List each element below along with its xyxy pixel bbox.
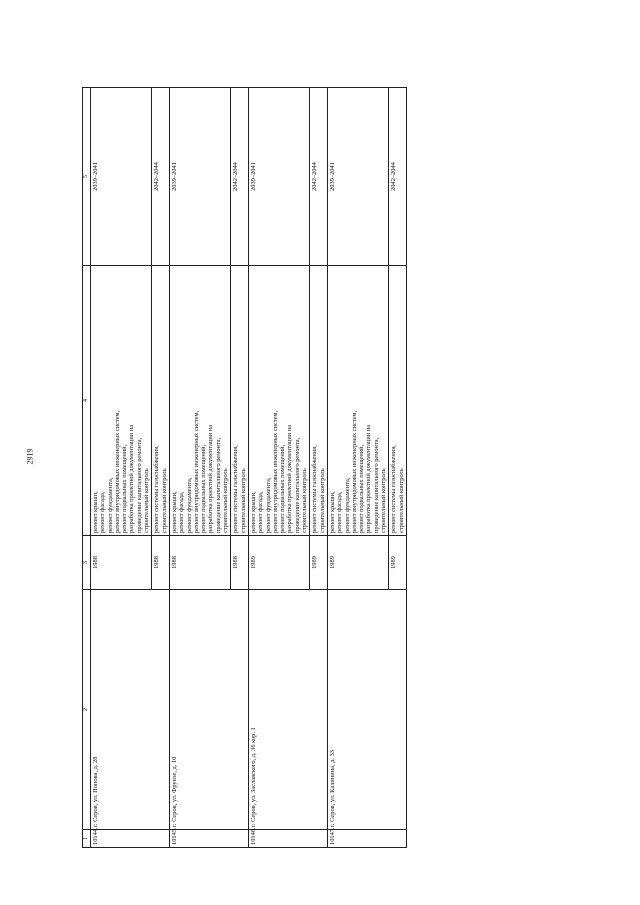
work-item: разработка проектной документации на xyxy=(365,424,373,533)
year-cell: 1989 xyxy=(389,536,407,590)
period-cell: 2042–2044 xyxy=(152,88,170,266)
works-cell xyxy=(389,266,407,536)
table-row xyxy=(91,88,152,848)
header-col-1: 1 xyxy=(83,830,91,848)
work-item: ремонт системы газоснабжения, xyxy=(153,445,161,533)
work-item: строительный контроль xyxy=(318,468,326,533)
work-item: строительный контроль xyxy=(397,468,405,533)
table-row xyxy=(327,88,388,848)
works-cell xyxy=(248,266,309,536)
year-cell: 1989 xyxy=(310,536,328,590)
work-item: строительный контроль xyxy=(379,468,387,533)
header-row xyxy=(83,88,91,848)
period-cell: 2042–2044 xyxy=(389,88,407,266)
table-body xyxy=(91,88,407,848)
year-cell: 1989 xyxy=(327,536,388,590)
period-cell: 2039–2041 xyxy=(169,88,230,266)
header-col-4: 4 xyxy=(83,266,91,536)
work-item: проведение капитального ремонта, xyxy=(372,437,380,533)
work-item: проведение капитального ремонта, xyxy=(135,437,143,533)
address-cell: г. Серов, ул. Калинина, д. 33 xyxy=(327,590,406,830)
row-number: 10146. xyxy=(248,830,327,848)
work-item: строительный контроль xyxy=(160,468,168,533)
repair-schedule-table xyxy=(82,87,407,848)
work-item: разработка проектной документации на xyxy=(128,424,136,533)
work-item: ремонт фасада, xyxy=(178,491,186,533)
year-cell: 1989 xyxy=(248,536,309,590)
page-number: 2919 xyxy=(25,448,35,465)
work-item: ремонт крыши, xyxy=(328,491,336,533)
work-item: ремонт фундамента, xyxy=(264,477,272,533)
work-item: проведение капитального ремонта, xyxy=(214,437,222,533)
row-number: 10145. xyxy=(169,830,248,848)
rotated-table-content xyxy=(82,88,602,848)
header-col-5: 5 xyxy=(83,88,91,266)
work-item: ремонт системы газоснабжения, xyxy=(311,445,319,533)
works-cell xyxy=(231,266,249,536)
address-cell: г. Серов, ул. Попова, д. 28 xyxy=(91,590,170,830)
work-item: ремонт крыши, xyxy=(92,491,99,533)
work-item: ремонт фасада, xyxy=(257,491,265,533)
works-cell xyxy=(327,266,388,536)
work-item: ремонт внутридомовых инженерных систем, xyxy=(113,410,121,533)
work-item: строительный контроль xyxy=(143,468,151,533)
work-item: разработка проектной документации на xyxy=(286,424,294,533)
row-number: 10147. xyxy=(327,830,406,848)
row-number: 10144. xyxy=(91,830,170,848)
address-cell: г. Серов, ул. Заславского, д. 36 кор. 1 xyxy=(248,590,327,830)
year-cell: 1988 xyxy=(231,536,249,590)
address-cell: г. Серов, ул. Фрунзе, д. 10 xyxy=(169,590,248,830)
work-item: ремонт фундамента, xyxy=(106,477,114,533)
work-item: ремонт внутридомовых инженерных систем, xyxy=(192,410,200,533)
table-row xyxy=(169,88,230,848)
work-item: проведение капитального ремонта, xyxy=(293,437,301,533)
works-cell xyxy=(310,266,328,536)
work-item: ремонт крыши, xyxy=(170,491,178,533)
work-item: ремонт фасада, xyxy=(336,491,344,533)
work-item: ремонт подвальных помещений, xyxy=(358,444,366,533)
year-cell: 1988 xyxy=(152,536,170,590)
work-item: ремонт фасада, xyxy=(99,491,107,533)
work-item: ремонт крыши, xyxy=(249,491,257,533)
period-cell: 2042–2044 xyxy=(231,88,249,266)
period-cell: 2039–2041 xyxy=(248,88,309,266)
work-item: ремонт системы газоснабжения, xyxy=(390,445,398,533)
work-item: ремонт фундамента, xyxy=(185,477,193,533)
work-item: ремонт внутридомовых инженерных систем, xyxy=(271,410,279,533)
period-cell: 2039–2041 xyxy=(327,88,388,266)
work-item: ремонт подвальных помещений, xyxy=(279,444,287,533)
header-col-2: 2 xyxy=(83,590,91,830)
work-item: строительный контроль xyxy=(301,468,309,533)
year-cell: 1988 xyxy=(169,536,230,590)
work-item: ремонт системы газоснабжения, xyxy=(232,445,240,533)
period-cell: 2042–2044 xyxy=(310,88,328,266)
year-cell: 1988 xyxy=(91,536,152,590)
work-item: строительный контроль xyxy=(222,468,230,533)
rotated-table-wrapper xyxy=(82,88,640,845)
work-item: ремонт фундамента, xyxy=(343,477,351,533)
work-item: ремонт внутридомовых инженерных систем, xyxy=(350,410,358,533)
works-cell xyxy=(152,266,170,536)
work-item: строительный контроль xyxy=(239,468,247,533)
period-cell: 2039–2041 xyxy=(91,88,152,266)
works-cell xyxy=(91,266,152,536)
works-cell xyxy=(169,266,230,536)
table-row xyxy=(248,88,309,848)
work-item: ремонт подвальных помещений, xyxy=(200,444,208,533)
work-item: разработка проектной документации на xyxy=(207,424,215,533)
header-col-3: 3 xyxy=(83,536,91,590)
work-item: ремонт подвальных помещений, xyxy=(121,444,129,533)
